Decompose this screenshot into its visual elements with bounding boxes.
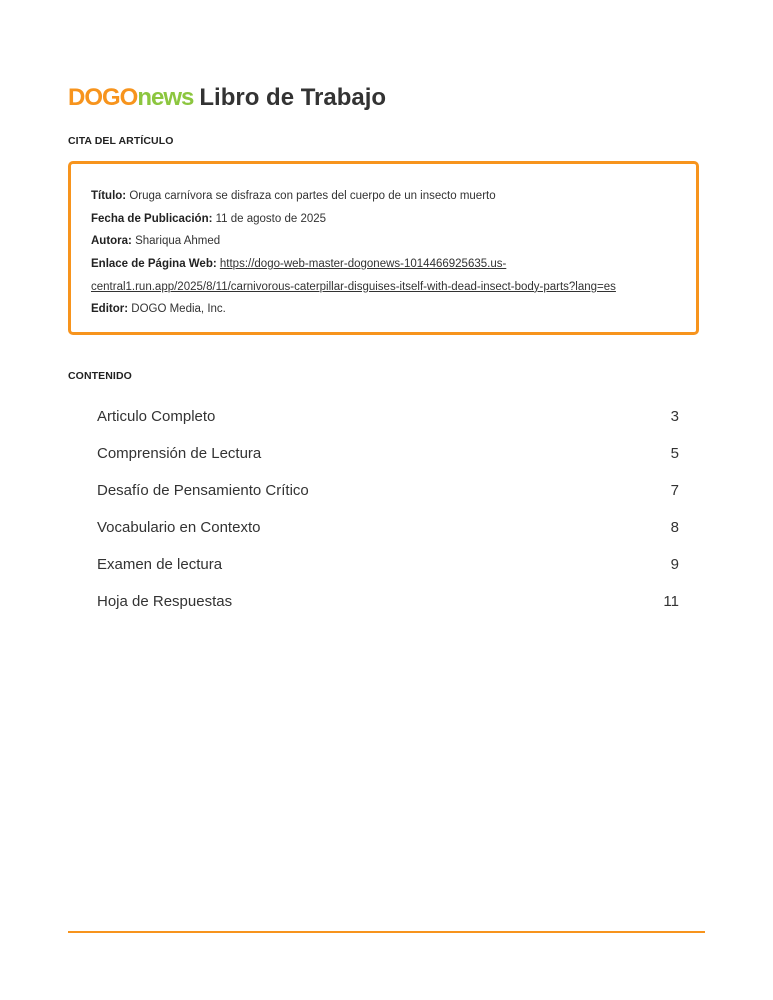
citation-link-row-continued [91, 277, 676, 300]
citation-date-key: Fecha de Publicación: [91, 212, 213, 225]
citation-date-row [91, 209, 676, 232]
citation-link-row [91, 254, 676, 277]
logo-news-text: news [137, 84, 194, 111]
citation-editor-key: Editor: [91, 303, 129, 316]
page-title: Libro de Trabajo [199, 84, 387, 111]
toc-item-page: 7 [670, 482, 679, 499]
citation-title-key: Título: [91, 190, 127, 202]
citation-editor-row [91, 299, 676, 322]
citation-link-line1[interactable]: https://dogo-web-master-dogonews-1014466925635.us- [219, 258, 507, 271]
logo-dogo-text: DOGO [68, 84, 138, 111]
citation-section-label: CITA DEL ARTÍCULO [68, 135, 174, 147]
toc-item-page: 9 [670, 556, 679, 573]
citation-date-value: 11 de agosto de 2025 [215, 212, 327, 225]
toc-item[interactable] [97, 583, 679, 620]
toc-item-label: Vocabulario en Contexto [97, 519, 261, 536]
toc-item[interactable] [97, 546, 679, 583]
citation-link-line2[interactable]: central1.run.app/2025/8/11/carnivorous-caterpillar-disguises-itself-with-dead-insect-body-parts?lang=es [91, 280, 616, 293]
footer-divider [68, 931, 705, 933]
toc-item-label: Articulo Completo [97, 408, 216, 425]
toc-item-label: Hoja de Respuestas [97, 593, 233, 610]
citation-author-value: Shariqua Ahmed [135, 235, 221, 248]
toc-item[interactable] [97, 472, 679, 509]
toc-item[interactable] [97, 509, 679, 546]
citation-editor-value: DOGO Media, Inc. [131, 303, 226, 316]
toc-item[interactable] [97, 435, 679, 472]
toc-item-page: 3 [670, 408, 679, 425]
dogonews-logo[interactable] [68, 86, 193, 110]
table-of-contents [97, 398, 679, 620]
page-header [68, 86, 386, 110]
toc-item[interactable] [97, 398, 679, 435]
citation-title-row [91, 186, 676, 209]
citation-box [68, 161, 699, 335]
citation-link-key: Enlace de Página Web: [91, 258, 217, 271]
citation-author-row [91, 231, 676, 254]
toc-item-label: Desafío de Pensamiento Crítico [97, 482, 309, 499]
toc-item-page: 5 [670, 445, 679, 462]
toc-item-page: 11 [663, 593, 679, 610]
toc-item-label: Comprensión de Lectura [97, 445, 262, 462]
toc-item-label: Examen de lectura [97, 556, 223, 573]
citation-title-value: Oruga carnívora se disfraza con partes del cuerpo de un insecto muerto [129, 190, 496, 202]
toc-item-page: 8 [670, 519, 679, 536]
citation-author-key: Autora: [91, 235, 132, 248]
contents-section-label: CONTENIDO [68, 370, 132, 382]
